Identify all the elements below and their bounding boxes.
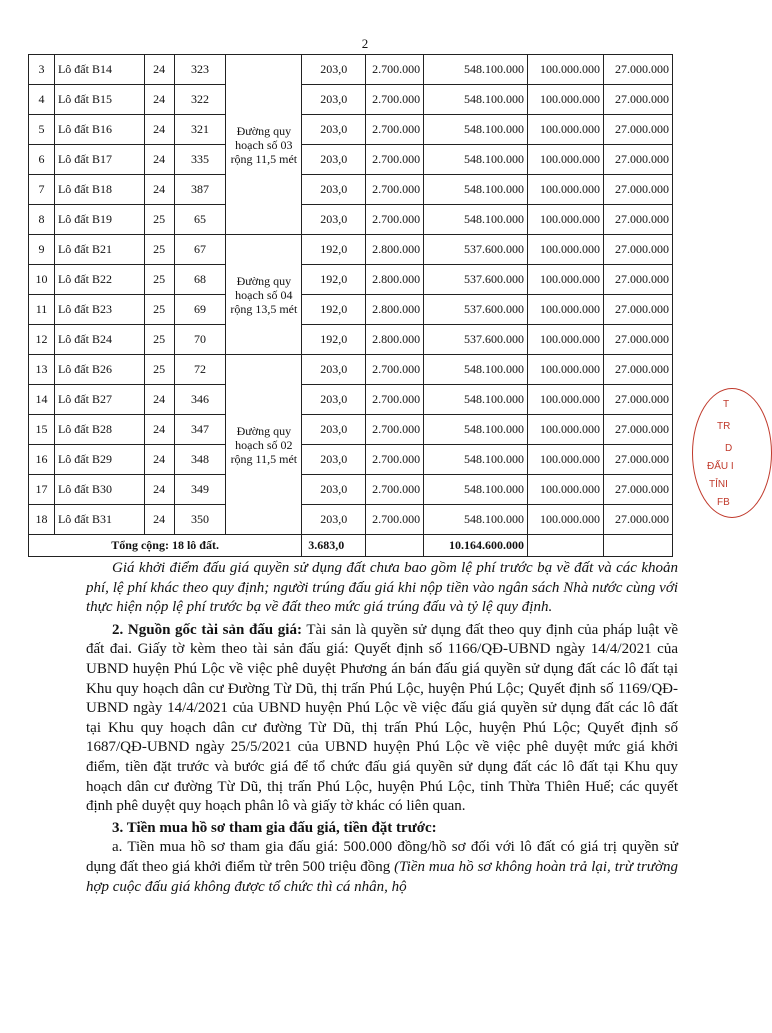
row-number-cell: 12 [29,325,55,355]
price-step-cell: 27.000.000 [603,325,672,355]
section-3-heading: 3. Tiền mua hồ sơ tham gia đấu giá, tiền đặt trước: [112,819,437,836]
road-group-cell: Đường quy hoạch số 03 rộng 11,5 mét [226,55,302,235]
price-step-cell: 27.000.000 [603,385,672,415]
lot-name-cell: Lô đất B21 [54,235,144,265]
stamp-line: D [725,443,733,454]
deposit-amount-cell: 100.000.000 [528,55,604,85]
lot-area-cell: 203,0 [302,85,366,115]
table-row [29,145,673,175]
lot-area-cell: 203,0 [302,175,366,205]
deposit-amount-cell: 100.000.000 [528,85,604,115]
table-row [29,355,673,385]
price-step-cell: 27.000.000 [603,265,672,295]
unit-price-cell: 2.700.000 [366,55,424,85]
plot-number-cell: 323 [174,55,226,85]
price-step-cell: 27.000.000 [603,145,672,175]
row-number-cell: 16 [29,445,55,475]
plot-number-cell: 65 [174,205,226,235]
lot-area-cell: 203,0 [302,145,366,175]
table-row [29,175,673,205]
map-sheet-cell: 24 [144,385,174,415]
deposit-amount-cell: 100.000.000 [528,115,604,145]
note-paragraph: Giá khởi điểm đấu giá quyền sử dụng đất chưa bao gồm lệ phí trước bạ về đất và các khoản phí, lệ phí khác theo quy định; người trúng đấu giá khi nộp tiền vào ngân sách Nhà nước cùng với thực hiện nộp lệ phí trước bạ về đất theo mức giá trúng đấu và tỷ lệ quy định. [86,560,678,616]
plot-number-cell: 70 [174,325,226,355]
lot-name-cell: Lô đất B23 [54,295,144,325]
starting-price-cell: 548.100.000 [424,475,528,505]
empty-cell [603,535,672,557]
row-number-cell: 7 [29,175,55,205]
plot-number-cell: 322 [174,85,226,115]
land-lot-table [28,54,673,557]
deposit-amount-cell: 100.000.000 [528,265,604,295]
row-number-cell: 11 [29,295,55,325]
deposit-amount-cell: 100.000.000 [528,175,604,205]
map-sheet-cell: 24 [144,445,174,475]
unit-price-cell: 2.700.000 [366,145,424,175]
starting-price-cell: 537.600.000 [424,265,528,295]
lot-name-cell: Lô đất B19 [54,205,144,235]
total-label-cell: Tổng cộng: 18 lô đất. [29,535,302,557]
map-sheet-cell: 24 [144,415,174,445]
plot-number-cell: 347 [174,415,226,445]
lot-name-cell: Lô đất B15 [54,85,144,115]
empty-cell [366,535,424,557]
row-number-cell: 17 [29,475,55,505]
deposit-amount-cell: 100.000.000 [528,295,604,325]
row-number-cell: 5 [29,115,55,145]
row-number-cell: 3 [29,55,55,85]
lot-name-cell: Lô đất B26 [54,355,144,385]
deposit-amount-cell: 100.000.000 [528,445,604,475]
deposit-amount-cell: 100.000.000 [528,355,604,385]
plot-number-cell: 67 [174,235,226,265]
unit-price-cell: 2.700.000 [366,445,424,475]
table-row [29,235,673,265]
unit-price-cell: 2.700.000 [366,85,424,115]
map-sheet-cell: 24 [144,505,174,535]
plot-number-cell: 68 [174,265,226,295]
starting-price-cell: 548.100.000 [424,85,528,115]
table-row [29,385,673,415]
table-row [29,445,673,475]
plot-number-cell: 321 [174,115,226,145]
deposit-amount-cell: 100.000.000 [528,235,604,265]
total-area-cell: 3.683,0 [302,535,366,557]
price-step-cell: 27.000.000 [603,295,672,325]
road-group-cell: Đường quy hoạch số 02 rộng 11,5 mét [226,355,302,535]
starting-price-cell: 548.100.000 [424,505,528,535]
lot-name-cell: Lô đất B27 [54,385,144,415]
table-row [29,55,673,85]
page-number: 2 [361,36,369,51]
plot-number-cell: 387 [174,175,226,205]
starting-price-cell: 548.100.000 [424,115,528,145]
starting-price-cell: 548.100.000 [424,385,528,415]
unit-price-cell: 2.800.000 [366,265,424,295]
stamp-line: ĐẤU I [707,461,734,472]
unit-price-cell: 2.800.000 [366,295,424,325]
table-row [29,415,673,445]
plot-number-cell: 350 [174,505,226,535]
plot-number-cell: 72 [174,355,226,385]
unit-price-cell: 2.700.000 [366,385,424,415]
lot-area-cell: 203,0 [302,415,366,445]
lot-area-cell: 192,0 [302,295,366,325]
total-row [29,535,673,557]
stamp-line: TỈNI [709,479,728,490]
row-number-cell: 9 [29,235,55,265]
map-sheet-cell: 24 [144,55,174,85]
table-row [29,265,673,295]
price-step-cell: 27.000.000 [603,355,672,385]
starting-price-cell: 548.100.000 [424,355,528,385]
empty-cell [528,535,604,557]
lot-name-cell: Lô đất B24 [54,325,144,355]
lot-name-cell: Lô đất B18 [54,175,144,205]
deposit-amount-cell: 100.000.000 [528,475,604,505]
price-step-cell: 27.000.000 [603,445,672,475]
lot-area-cell: 192,0 [302,325,366,355]
plot-number-cell: 69 [174,295,226,325]
plot-number-cell: 348 [174,445,226,475]
section-2-heading: 2. Nguồn gốc tài sản đấu giá: [112,621,302,638]
lot-area-cell: 203,0 [302,505,366,535]
lot-name-cell: Lô đất B16 [54,115,144,145]
unit-price-cell: 2.700.000 [366,355,424,385]
map-sheet-cell: 25 [144,235,174,265]
map-sheet-cell: 24 [144,475,174,505]
starting-price-cell: 548.100.000 [424,445,528,475]
price-step-cell: 27.000.000 [603,175,672,205]
stamp-line: FB [717,497,730,508]
lot-area-cell: 192,0 [302,235,366,265]
price-step-cell: 27.000.000 [603,115,672,145]
row-number-cell: 14 [29,385,55,415]
table-row [29,115,673,145]
price-step-cell: 27.000.000 [603,205,672,235]
row-number-cell: 6 [29,145,55,175]
total-amount-cell: 10.164.600.000 [424,535,528,557]
section-2-body: Tài sản là quyền sử dụng đất theo quy định của pháp luật về đất đai. Giấy tờ kèm theo tài sản đấu giá: Quyết định số 1166/QĐ-UBND ngày 14/4/2021 của UBND huyện Phú Lộc về việc phê duyệt Phương án bán đấu giá quyền sử dụng đất các lô đất tại Khu quy hoạch dân cư Đường Từ Dũ, thị trấn Phú Lộc, huyện Phú Lộc; Quyết định số 1169/QĐ-UBND ngày 14/4/2021 của UBND huyện Phú Lộc về việc đấu giá quyền sử dụng đất các lô đất tại Khu quy hoạch dân cư đường Từ Dũ, thị trấn Phú Lộc, huyện Phú Lộc; Quyết định số 1687/QĐ-UBND ngày 25/5/2021 của UBND huyện Phú Lộc về việc phê duyệt mức giá khởi điểm, tiền đặt trước và bước giá để tổ chức đấu giá quyền sử dụng đất các lô đất tại Khu quy hoạch dân cư đường Từ Dũ, thị trấn Phú Lộc, huyện Phú Lộc, tỉnh Thừa Thiên Huế; các quyết định phê duyệt quy hoạch phân lô và giấy tờ khác có liên quan. [86,621,678,815]
deposit-amount-cell: 100.000.000 [528,385,604,415]
map-sheet-cell: 24 [144,85,174,115]
unit-price-cell: 2.700.000 [366,475,424,505]
lot-area-cell: 203,0 [302,355,366,385]
starting-price-cell: 548.100.000 [424,175,528,205]
row-number-cell: 18 [29,505,55,535]
table-row [29,505,673,535]
section-3a-paragraph [86,838,678,897]
price-step-cell: 27.000.000 [603,235,672,265]
table-row [29,475,673,505]
deposit-amount-cell: 100.000.000 [528,415,604,445]
body-text [86,559,678,897]
lot-name-cell: Lô đất B28 [54,415,144,445]
lot-area-cell: 192,0 [302,265,366,295]
map-sheet-cell: 24 [144,115,174,145]
starting-price-cell: 548.100.000 [424,415,528,445]
map-sheet-cell: 24 [144,175,174,205]
unit-price-cell: 2.700.000 [366,175,424,205]
plot-number-cell: 349 [174,475,226,505]
table-row [29,205,673,235]
map-sheet-cell: 25 [144,205,174,235]
deposit-amount-cell: 100.000.000 [528,505,604,535]
unit-price-cell: 2.800.000 [366,325,424,355]
lot-name-cell: Lô đất B17 [54,145,144,175]
section-3a-body: a. Tiền mua hồ sơ tham gia đấu giá: 500.000 đồng/hồ sơ đối với lô đất có giá trị quyền sử dụng đất theo giá khởi điểm từ trên 500 triệu đồng [86,839,678,875]
map-sheet-cell: 25 [144,295,174,325]
unit-price-cell: 2.700.000 [366,415,424,445]
lot-area-cell: 203,0 [302,385,366,415]
lot-name-cell: Lô đất B14 [54,55,144,85]
starting-price-cell: 548.100.000 [424,55,528,85]
row-number-cell: 10 [29,265,55,295]
starting-price-cell: 548.100.000 [424,145,528,175]
unit-price-cell: 2.800.000 [366,235,424,265]
row-number-cell: 4 [29,85,55,115]
section-3a-italic: (Tiền mua hồ sơ không hoàn trả lại, trừ trường hợp cuộc đấu giá không được tổ chức thì cá nhân, hộ [86,858,678,895]
unit-price-cell: 2.700.000 [366,205,424,235]
stamp-line: TR [717,421,731,432]
deposit-amount-cell: 100.000.000 [528,325,604,355]
road-group-cell: Đường quy hoạch số 04 rộng 13,5 mét [226,235,302,355]
lot-area-cell: 203,0 [302,55,366,85]
unit-price-cell: 2.700.000 [366,505,424,535]
row-number-cell: 13 [29,355,55,385]
map-sheet-cell: 25 [144,325,174,355]
price-step-cell: 27.000.000 [603,85,672,115]
map-sheet-cell: 24 [144,145,174,175]
section-2-paragraph [86,621,678,817]
lot-name-cell: Lô đất B29 [54,445,144,475]
lot-name-cell: Lô đất B30 [54,475,144,505]
starting-price-cell: 537.600.000 [424,325,528,355]
map-sheet-cell: 25 [144,265,174,295]
deposit-amount-cell: 100.000.000 [528,145,604,175]
lot-name-cell: Lô đất B22 [54,265,144,295]
starting-price-cell: 537.600.000 [424,235,528,265]
lot-area-cell: 203,0 [302,475,366,505]
plot-number-cell: 346 [174,385,226,415]
price-step-cell: 27.000.000 [603,475,672,505]
lot-area-cell: 203,0 [302,115,366,145]
lot-area-cell: 203,0 [302,445,366,475]
map-sheet-cell: 25 [144,355,174,385]
lot-name-cell: Lô đất B31 [54,505,144,535]
row-number-cell: 15 [29,415,55,445]
row-number-cell: 8 [29,205,55,235]
table-row [29,85,673,115]
price-step-cell: 27.000.000 [603,415,672,445]
starting-price-cell: 537.600.000 [424,295,528,325]
lot-area-cell: 203,0 [302,205,366,235]
deposit-amount-cell: 100.000.000 [528,205,604,235]
price-step-cell: 27.000.000 [603,55,672,85]
starting-price-cell: 548.100.000 [424,205,528,235]
price-step-cell: 27.000.000 [603,505,672,535]
red-seal-stamp [692,388,772,518]
unit-price-cell: 2.700.000 [366,115,424,145]
plot-number-cell: 335 [174,145,226,175]
stamp-line: T [723,399,730,410]
table-row [29,325,673,355]
table-row [29,295,673,325]
